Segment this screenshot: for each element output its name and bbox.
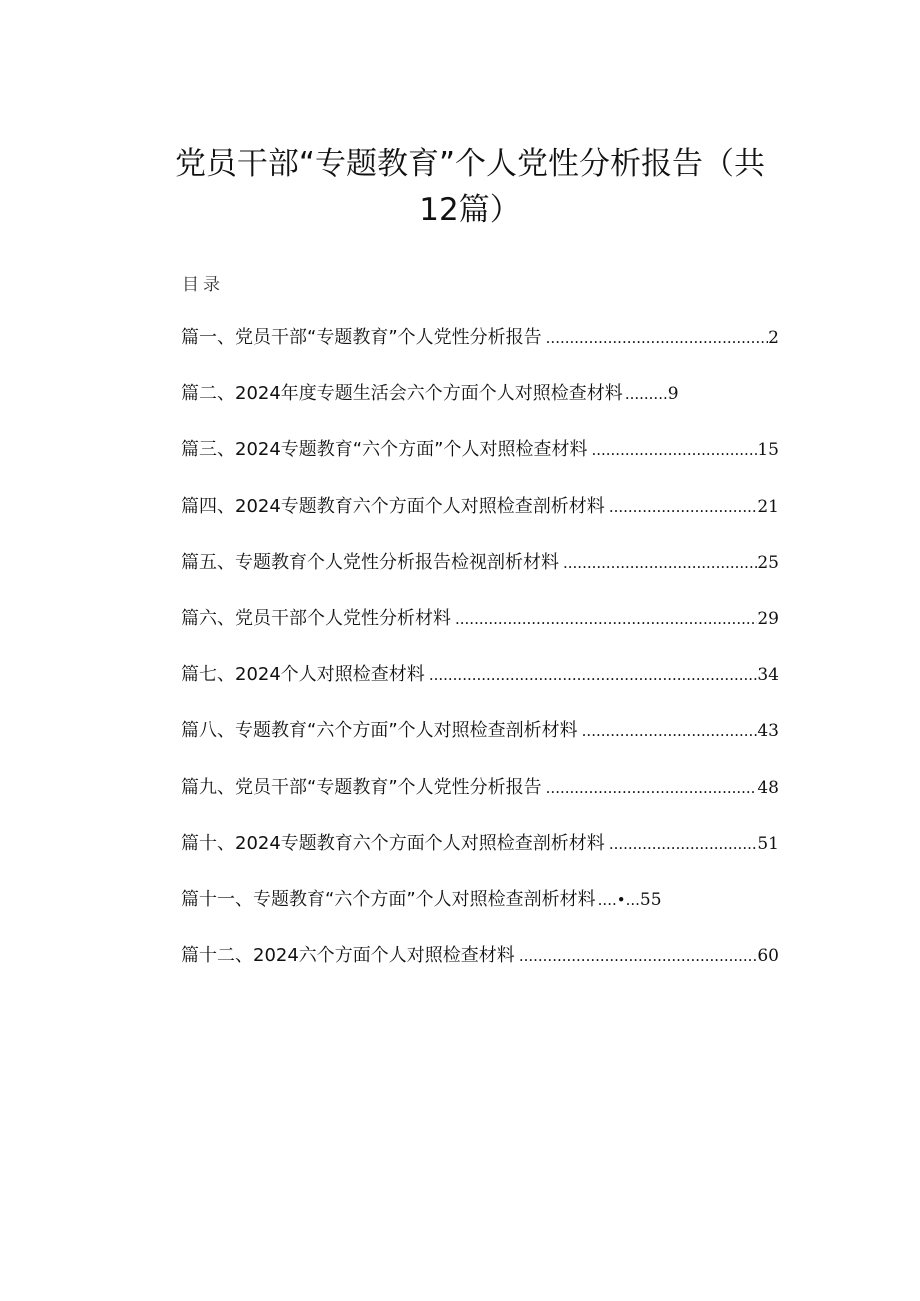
toc-dot-leader: ......... [624, 385, 668, 404]
toc-entry-label: 篇十一、专题教育“六个方面”个人对照检查剖析材料 [181, 888, 596, 910]
toc-page-number: 48 [757, 777, 779, 798]
toc-dot-leader [578, 711, 758, 767]
toc-entry-label: 篇二、2024年度专题生活会六个方面个人对照检查材料 [181, 383, 623, 405]
toc-page-number: 15 [757, 440, 779, 461]
document-title-line-1: 党员干部“专题教育”个人党性分析报告（共 [174, 146, 766, 182]
toc-dot-leader: ....•... [597, 890, 640, 909]
toc-page-number: 34 [757, 665, 779, 686]
toc-entry-label: 篇四、2024专题教育六个方面个人对照检查剖析材料 [181, 495, 605, 517]
toc-page-number: 43 [757, 721, 779, 742]
document-title-line-2: 12篇） [419, 192, 521, 228]
toc-entry-label: 篇六、党员干部个人党性分析材料 [181, 607, 451, 629]
toc-entry-10[interactable] [181, 824, 779, 880]
toc-entry-label: 篇八、专题教育“六个方面”个人对照检查剖析材料 [181, 720, 578, 742]
toc-page-number: 25 [757, 552, 779, 573]
toc-entry-label: 篇十二、2024六个方面个人对照检查材料 [181, 945, 515, 967]
toc-entry-label: 篇三、2024专题教育“六个方面”个人对照检查材料 [181, 439, 588, 461]
toc-entry-label: 篇一、党员干部“专题教育”个人党性分析报告 [181, 327, 542, 348]
toc-entry-3[interactable] [181, 430, 779, 486]
table-of-contents [181, 318, 779, 992]
toc-dot-leader [425, 655, 758, 711]
toc-page-number: 51 [757, 833, 779, 854]
toc-page-number: 21 [757, 496, 779, 517]
toc-dot-leader [605, 824, 758, 880]
toc-entry-2[interactable] [181, 374, 779, 430]
toc-page-number: 9 [667, 384, 679, 405]
toc-entry-6[interactable] [181, 599, 779, 655]
toc-entry-8[interactable] [181, 711, 779, 767]
toc-page-number: 55 [639, 889, 662, 910]
toc-dot-leader [451, 599, 757, 655]
toc-page-number: 2 [768, 328, 779, 348]
toc-dot-leader [542, 768, 758, 824]
toc-dot-leader [605, 487, 758, 543]
toc-dot-leader [515, 936, 758, 992]
toc-entry-label: 篇五、专题教育个人党性分析报告检视剖析材料 [181, 551, 559, 573]
toc-page-number: 29 [757, 608, 779, 629]
toc-dot-leader [542, 318, 769, 374]
toc-entry-4[interactable] [181, 487, 779, 543]
toc-entry-7[interactable] [181, 655, 779, 711]
toc-entry-1[interactable] [181, 318, 779, 374]
toc-heading: 目录 [182, 275, 224, 295]
toc-dot-leader [559, 543, 757, 599]
toc-entry-12[interactable] [181, 936, 779, 992]
toc-entry-label: 篇十、2024专题教育六个方面个人对照检查剖析材料 [181, 832, 605, 854]
toc-entry-5[interactable] [181, 543, 779, 599]
toc-dot-leader [587, 430, 757, 486]
toc-entry-9[interactable] [181, 768, 779, 824]
toc-page-number: 60 [757, 946, 779, 967]
toc-entry-11[interactable] [181, 880, 779, 936]
toc-entry-label: 篇七、2024个人对照检查材料 [181, 664, 425, 686]
toc-entry-label: 篇九、党员干部“专题教育”个人党性分析报告 [181, 776, 542, 798]
